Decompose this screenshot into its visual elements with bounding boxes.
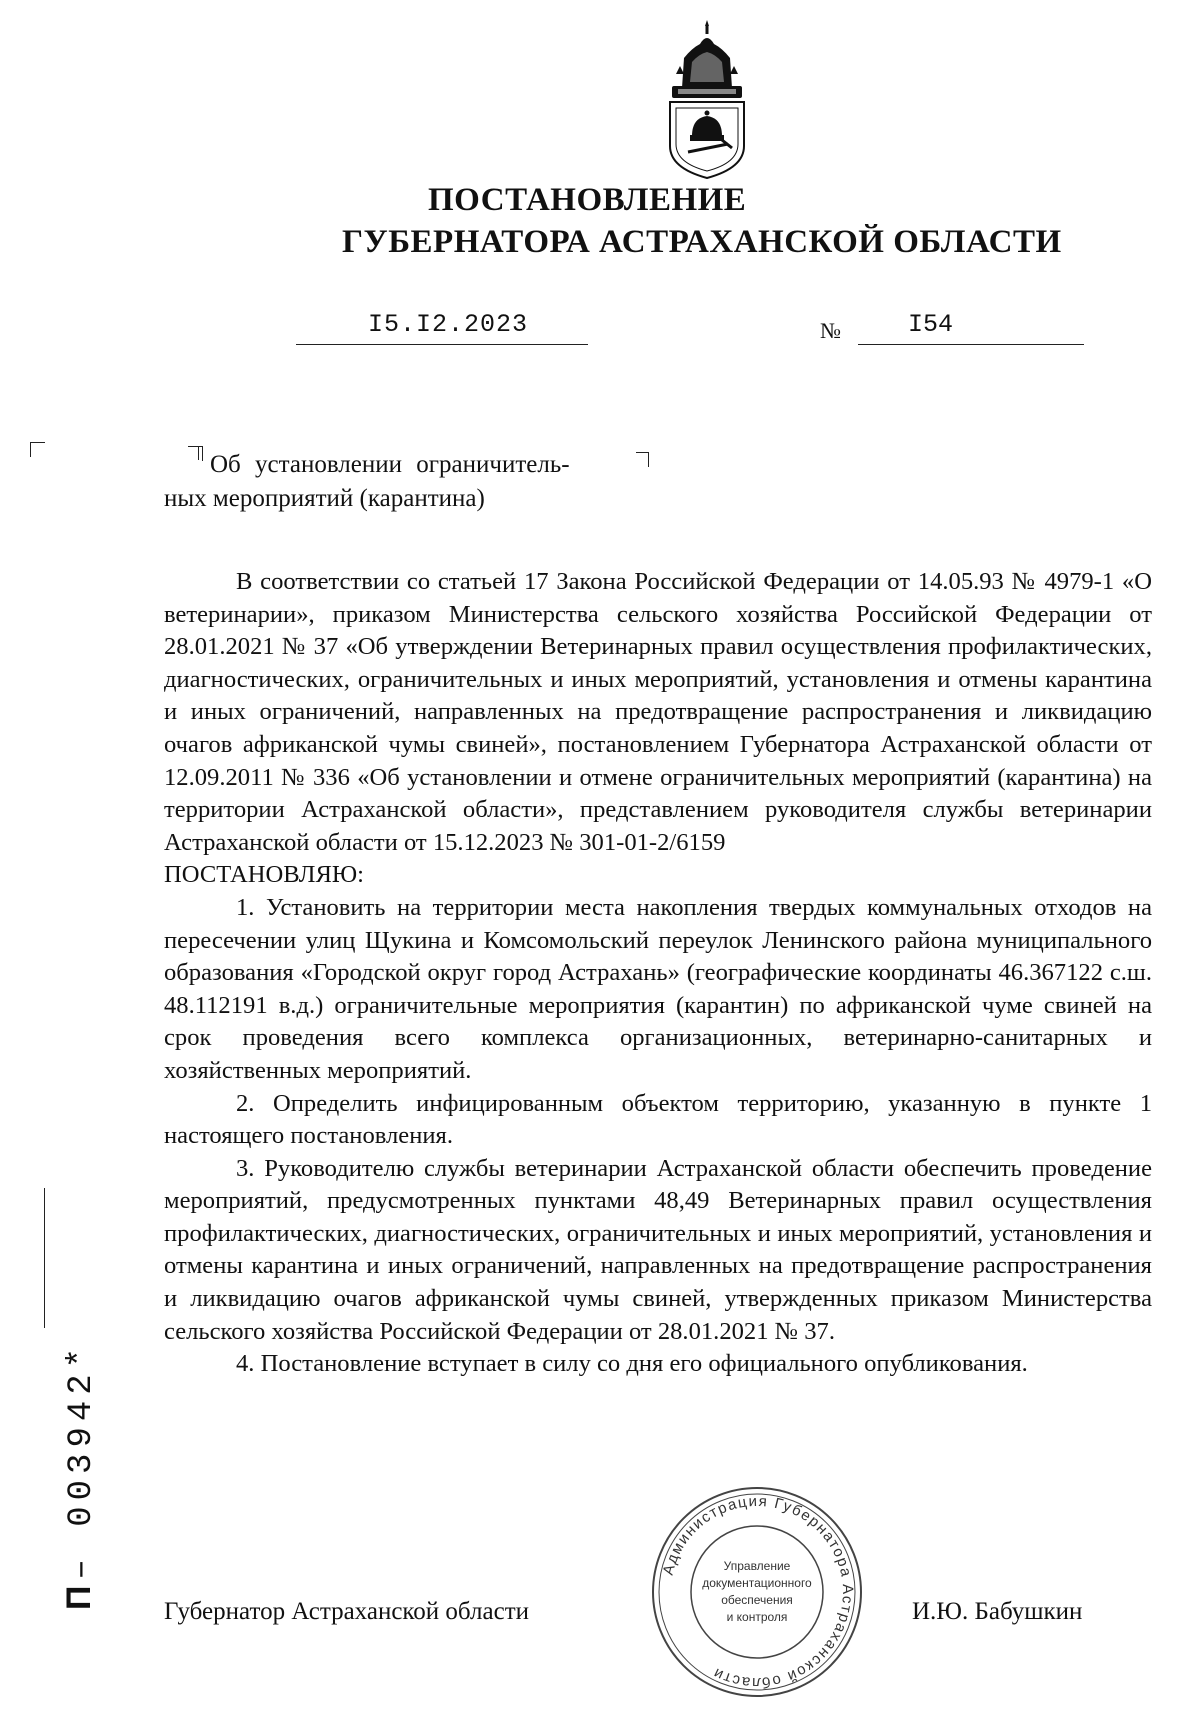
stamp-center-line-2: документационного [702, 1576, 812, 1590]
resolve-statement: ПОСТАНОВЛЯЮ: [164, 861, 364, 889]
serial-suffix: * [63, 1341, 101, 1369]
registration-serial [60, 1342, 101, 1610]
stamp-center-line-3: обеспечения [721, 1593, 793, 1607]
stamp-center-line-4: и контроля [726, 1610, 788, 1624]
coat-of-arms-emblem [662, 18, 752, 180]
subject-line-1: Об установлении ограничитель- [210, 451, 570, 478]
official-stamp [647, 1482, 867, 1702]
margin-line [44, 1188, 45, 1328]
item-4: 4. Постановление вступает в силу со дня его официального опубликования. [236, 1350, 1028, 1378]
document-number: I54 [908, 310, 954, 339]
item-2: 2. Определить инфицированным объектом территорию, указанную в пункте 1 настоящего постановления. [164, 1089, 1152, 1150]
svg-text:Администрация Губернатора Астр [660, 1493, 856, 1691]
item-1: 1. Установить на территории места накопления твердых коммунальных отходов на пересечении улиц Щукина и Комсомольский переулок Ленинского района муниципального образования «Городской округ город Астрахань» (географические координаты 46.367122 с.ш. 48.112191 в.д.) ограничительные мероприятия (карантин) по африканской чуме свиней на срок проведения всего комплекса организационных, ветеринарно-санитарных и хозяйственных мероприятий. [164, 893, 1152, 1084]
document-date: I5.I2.2023 [368, 310, 529, 339]
serial-code: – 003942 [63, 1368, 101, 1580]
document-type-heading: ПОСТАНОВЛЕНИЕ [428, 182, 747, 218]
preamble-paragraph: В соответствии со статьей 17 Закона Российской Федерации от 14.05.93 № 4979-1 «О ветеринарии», приказом Министерства сельского хозяйства Российской Федерации от 28.01.2021 № 37 «Об утверждении Ветеринарных правил осуществления профилактических, диагностических, ограничительных и иных мероприятий, установления и отмены карантина и иных ограничений, направленных на предотвращение распространения и ликвидацию очагов африканской чумы свиней», постановлением Губернатора Астраханской области от 12.09.2011 № 336 «Об установлении и отмене ограничительных мероприятий (карантина) на территории Астраханской области», представлением руководителя службы ветеринарии Астраханской области от 15.12.2023 № 301-01-2/6159 [164, 568, 1152, 856]
signatory-name: И.Ю. Бабушкин [912, 1598, 1083, 1625]
subject-bracket-tick [198, 446, 201, 460]
item-3: 3. Руководителю службы ветеринарии Астраханской области обеспечить проведение мероприятий, предусмотренных пунктами 48,49 Ветеринарных правил осуществления профилактических, диагностических, ограничительных и иных мероприятий, установления и отмены карантина и иных ограничений, направленных на предотвращение распространения и ликвидацию очагов африканской чумы свиней, утвержденных приказом Министерства сельского хозяйства Российской Федерации от 28.01.2021 № 37. [164, 1154, 1152, 1345]
stamp-ring-text: Администрация Губернатора Астраханской области [659, 1492, 857, 1692]
number-underline [858, 308, 1084, 345]
stamp-center-line-1: Управление [723, 1559, 791, 1573]
subject-line-2: ных мероприятий (карантина) [164, 485, 485, 512]
serial-prefix: П [60, 1579, 98, 1610]
document-subject [164, 448, 650, 516]
signatory-position: Губернатор Астраханской области [164, 1598, 530, 1625]
document-body [164, 566, 1152, 1381]
corner-mark [30, 442, 45, 457]
issuer-heading: ГУБЕРНАТОРА АСТРАХАНСКОЙ ОБЛАСТИ [342, 224, 1062, 260]
number-label: № [820, 318, 841, 343]
